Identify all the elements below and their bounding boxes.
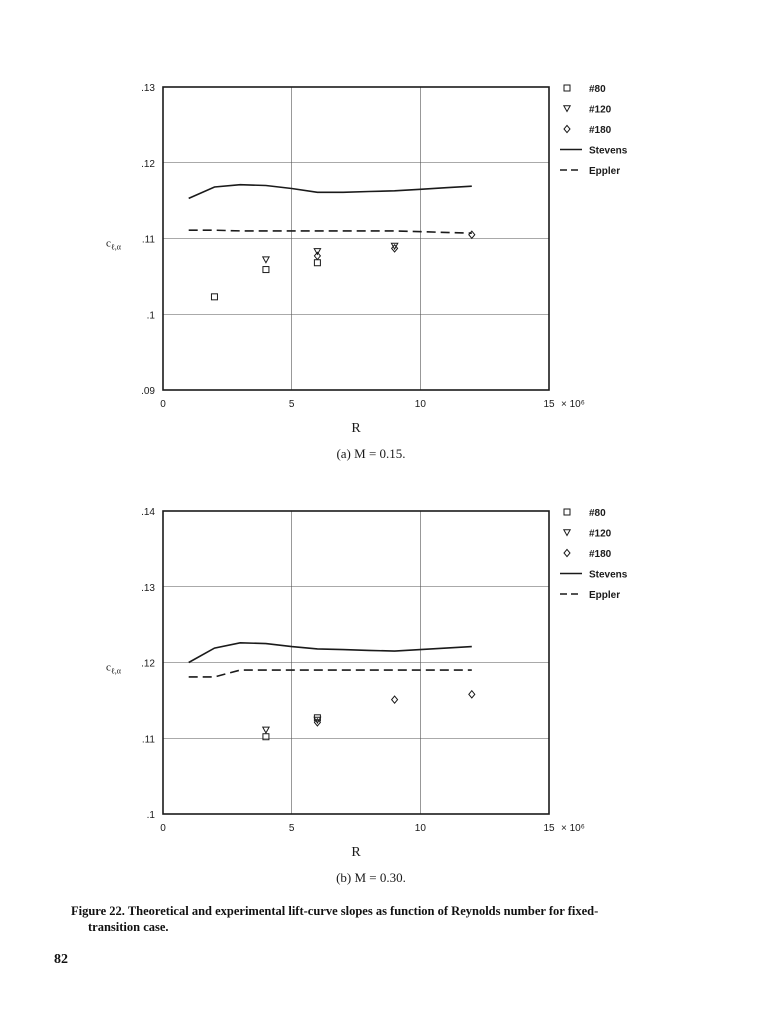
legend-label: #80 <box>589 84 606 95</box>
x-tick-label: 5 <box>288 399 295 410</box>
y-axis-label-main: c <box>106 237 111 250</box>
y-tick-label: .14 <box>141 507 155 518</box>
legend-item <box>564 84 606 95</box>
legend-swatch-triangle-down <box>564 530 570 536</box>
x-axis-label: R <box>351 845 361 860</box>
legend-label: #80 <box>589 508 606 519</box>
x-tick-label: 10 <box>414 399 426 410</box>
series-80 <box>211 260 320 300</box>
y-tick-label: .1 <box>146 810 155 821</box>
x-tick-label: 15 <box>543 399 555 410</box>
legend-label: #120 <box>589 528 612 540</box>
x-tick-label: 5 <box>288 823 295 834</box>
legend-swatch-triangle-down <box>564 106 570 112</box>
legend-item <box>560 570 628 581</box>
chart-a <box>106 83 628 461</box>
page-number: 82 <box>54 952 68 967</box>
legend-item <box>564 105 612 116</box>
series-120-point <box>314 249 320 255</box>
series-180-point <box>469 691 475 698</box>
series-180 <box>314 691 474 726</box>
legend-item <box>564 508 606 519</box>
legend-label: Eppler <box>589 590 621 601</box>
series-80-point <box>211 294 217 300</box>
y-tick-label: .13 <box>141 582 155 594</box>
series-eppler <box>189 230 472 233</box>
series-stevens <box>189 643 472 663</box>
y-tick-label: .1 <box>146 310 155 322</box>
figure-caption <box>71 903 701 935</box>
x-tick-label: 0 <box>160 399 166 410</box>
series-120-point <box>263 257 269 263</box>
subcaption: (b) M = 0.30. <box>336 870 406 885</box>
series-stevens-line <box>189 643 472 663</box>
legend-label: #120 <box>589 104 612 116</box>
series-80-point <box>314 260 320 266</box>
subcaption: (a) M = 0.15. <box>336 446 406 461</box>
series-180 <box>314 231 474 259</box>
x-axis-label: R <box>351 421 361 436</box>
legend-swatch-diamond <box>564 125 570 132</box>
series-120 <box>263 243 398 262</box>
x-tick-label: 0 <box>160 823 166 834</box>
legend-item <box>560 590 620 601</box>
y-axis-label-main: c <box>106 661 111 674</box>
y-tick-label: .09 <box>141 386 155 397</box>
legend-swatch-diamond <box>564 549 570 556</box>
x-tick-label: 10 <box>414 823 426 834</box>
series-180-point <box>392 696 398 703</box>
series-180-point <box>469 231 475 238</box>
y-axis-label <box>106 238 122 252</box>
y-tick-label: .13 <box>141 83 155 94</box>
caption-line-2: transition case. <box>88 920 169 934</box>
legend-item <box>564 549 612 560</box>
series-eppler-line <box>189 230 472 233</box>
series-120-point <box>263 727 269 733</box>
series-stevens <box>189 185 472 199</box>
legend-label: Eppler <box>589 166 621 177</box>
legend-label: Stevens <box>589 569 628 581</box>
y-tick-label: .11 <box>141 234 155 246</box>
series-eppler-line <box>189 670 472 677</box>
legend-swatch-square <box>564 85 570 91</box>
series-80-point <box>263 267 269 273</box>
series-eppler <box>189 670 472 677</box>
series-stevens-line <box>189 185 472 199</box>
x-multiplier: × 10⁶ <box>561 823 585 834</box>
legend-swatch-square <box>564 509 570 515</box>
y-axis-label-sub: ℓ,α <box>110 242 121 252</box>
legend-label: #180 <box>589 549 612 560</box>
y-axis-label-sub: ℓ,α <box>110 666 121 676</box>
legend-item <box>560 146 628 157</box>
x-tick-label: 15 <box>543 823 555 834</box>
caption-line-1: Figure 22. Theoretical and experimental lift-curve slopes as function of Reynolds number for fixed- <box>71 904 599 918</box>
chart-b <box>106 507 628 885</box>
y-tick-label: .12 <box>141 158 155 170</box>
x-multiplier: × 10⁶ <box>561 399 585 410</box>
y-tick-label: .11 <box>141 734 155 746</box>
legend-item <box>564 125 612 136</box>
legend-item <box>564 529 612 540</box>
series-80-point <box>263 734 269 740</box>
y-tick-label: .12 <box>141 658 155 670</box>
legend-label: Stevens <box>589 145 628 157</box>
y-axis-label <box>106 662 122 676</box>
legend-item <box>560 166 620 177</box>
legend-label: #180 <box>589 125 612 136</box>
